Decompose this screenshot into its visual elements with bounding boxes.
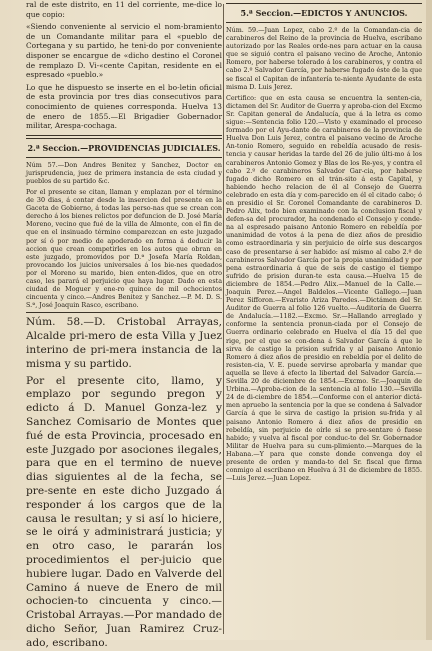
- section-heading-judicial: 2.ª Seccion.—PROVIDENCIAS JUDICIALES.: [27, 142, 221, 153]
- heading-rule-right: [226, 22, 422, 23]
- notice-58-title: Núm. 58.—D. Cristobal Arrayas, Alcalde pri-mero de esta Villa y Juez interino de pri-mera instancia de la misma y su partido.: [26, 316, 222, 370]
- notice-57-title: Núm 57.—Don Andres Benitez y Sanchez, Doctor en jurisprudencia, juez de primera instancia de esta ciudad y pueblos de su partido &c.: [26, 160, 222, 185]
- page-edge: [426, 0, 432, 640]
- intro-paragraph-1: ral de este distrito, en 11 del corriente, me-dice lo que copio:: [26, 0, 222, 19]
- left-column: [26, 0, 222, 649]
- intro-paragraph-3: Lo que he dispuesto se inserte en el bo-letin oficial de esta provincia por tres dias consecutivos para conocimiento de quienes corresponda. Huelva 13 de enero de 1855.—El Brigadier Gobernador militar, Arespa-cochaga.: [26, 82, 222, 131]
- section-heading-edicts: 5.ª Seccion.—EDICTOS Y ANUNCIOS.: [240, 8, 408, 18]
- section-rule: [26, 135, 222, 139]
- notice-59-title: Núm. 59.—Juan Lopez, cabo 2.º de la Comandan-cia de carabineros del Reino de la provincia de Huelva, escribano autorizado por las Reales orde-nes para actuar en la causa que se siguió contra el paisano vecino de Aroche, Antonio Romero, por haberse tolerado á los carabineros, y contra el cabo 2.º Salvador García, por haberse fugado éste de la que se fiscal el Capitan de infantería te-niente Ayudante de esta misma D. Luis Jerez.: [226, 26, 422, 91]
- notice-rule: [26, 312, 222, 313]
- heading-rule: [26, 157, 222, 158]
- column-divider: [223, 4, 224, 634]
- notice-57-body: Por el presente se citan, llaman y emplazan por el término de 30 dias, á contar desde la insercion del presente en la Gaceta de Gobierno, á todas las perso-nas que se crean con derecho á los bienes relictos por defuncion de D. José María Moreno, vecino que fué de la villa de Almonte, con el fin de que en el insinuado término comparezcan en este juzgado por sí ó por medio de apoderado en forma á deducir la accion que crean competirles en los autos que obran en este juzgado, promovidos por D.ª Josefa María Roldan, provocando los juicios universales á los bie-nes quedados por el Moreno su marido, bien enten-didos, que en otro caso, les parará el perjuicio que haya lugar. Dado en esta ciudad de Moguer y ene-ro quince de mil ochocientos cincuenta y cinco.—Andres Benitez y Sanchez.—P. M. D. S. S.ª, José Joaquin Rasco, escribano.: [26, 188, 222, 310]
- notice-58-body: Por el presente cito, llamo, y emplazo por segundo pregon y edicto á D. Manuel Gonza-lez y Sanchez Comisario de Montes que fué de esta Provincia, procesado en este Juzgado por asociones ilegales, para que en el termino de nueve dias siguientes al de la fecha, se pre-sente en este dicho Juzgado á responder á los cargos que de la causa le resultan; y si así lo hiciere, se le oirá y administrará justicia; y en otro caso, le pararán los procedimientos el per-juicio que hubiere lugar. Dado en Valverde del Camino á nueve de Enero de mil ochocien-to cincuenta y cinco.—Cristobal Arrayas.—Por mandado de dicho Señor, Juan Ramirez Cruz-ado, escribano.: [26, 374, 222, 649]
- right-column: [226, 0, 422, 640]
- intro-paragraph-2: «Siendo conveniente al servicio el nom-bramiento de un Comandante militar para el «pueblo de Cortegana y su partido, he teni-do por conveniente disponer se encargue de «dicho destino el Coronel de remplazo D. Vi-«cente Capitan, residente en el espresado «pueblo.»: [26, 22, 222, 80]
- top-rule: [226, 3, 422, 4]
- notice-59-body: Certifico: que en esta causa se encuentra la senten-cia, dictamen del Sr. Auditor de Guerra y aproba-cion del Excmo Sr. Capitan general de Andalucía, que á la letra es como sigue:—Sentencia folio 120.—Visto y examinado el proceso formado por el Ayu-dante de carabineros de la provincia de Huelva Don Luis Jerez, contra el paisano vecino de Aroche An-tonio Romero, seguido en rebeldía acusado de resis-tencia y causar heridas la tarde del 26 de julio últi-mo á los carabineros Antonio Gomez y Blas de los Re-yes, y contra el cabo 2.º de carabineros Salvador Gar-cia, por haberse fugado dicho Romero en el trán-sito á esta Capital, y habiendo hecho relacion de él al Consejo de Guerra celebrado en esta día y com-parecido en él el citado cabo; ó en presidio el Sr. Coronel Comandante de carabineros D. Pedro Alix, todo bien examinado con la conclusion fiscal y defen-sa del procurador, ha condenado el Consejo y conde-na al espresado paisano Antonio Romero en rebeldía por unanimidad de votos á la pena de diez años de presidio como estraordinaria y sin perjuicio de oírle sus descargos caso de presentarse á ser habido: así mismo al cabo 2.º de carabineros Salvador García por la propia unanimidad y por pena estraordinaria á que de seis de castigo el tiempo sufrido de prision duran-te esta causa.—Huelva 15 de diciembre de 1854.—Pedro Alix.—Manuel de la Calle.—Joaquin Perez.—Angel Baldelos.—Vicente Gallego.—Juan Perez Sifforon.—Evaristo Ariza Paredes.—Dictámen del Sr. Auditor de Guerra al folio 126 vuelto.—Auditoría de Guerra de Andalucía.—1182.—Excmo. Sr.—Hallando arreglado y conforme la sentencia pronun-ciada por el Consejo de Guerra ordinario celebrado en Huelva el día 15 del que rige, por el que se con-dena á Salvador García á que le sirva de castigo la prision sufrida y al paisano Antonio Romero á diez años de presidio en rebeldía por el delito de resisten-cia, V. E. puede servirse aprobarla y mandar que aquella se lleve á efecto la libertad del Salvador García.—Sevilla 20 de diciembre de 1854.—Excmo. Sr.—Joaquin de Urbina.—Aproba-cion de la sentencia al folio 130.—Sevilla 24 de di-ciembre de 1854.—Conforme con el anterior dictá-men apruebo la sentencia por la que se condena á Salvador García á que le sirva de castigo la prision su-frida y al paisano Antonio Romero á diez años de presidio en rebeldía, sin perjuicio de oírle si se pre-sentare ó fuese habido; y vuelva al fiscal por conduc-to del Sr. Gobernador Militar de Huelva para su cum-plimiento.—Marques de la Habana.—Y para que conste donde convenga doy el presente de orden y manda-to del Sr. fiscal que firma conmigo al escribano en Huelva á 31 de diciembre de 1855.—Luis Jerez.—Juan Lopez.: [226, 93, 422, 483]
